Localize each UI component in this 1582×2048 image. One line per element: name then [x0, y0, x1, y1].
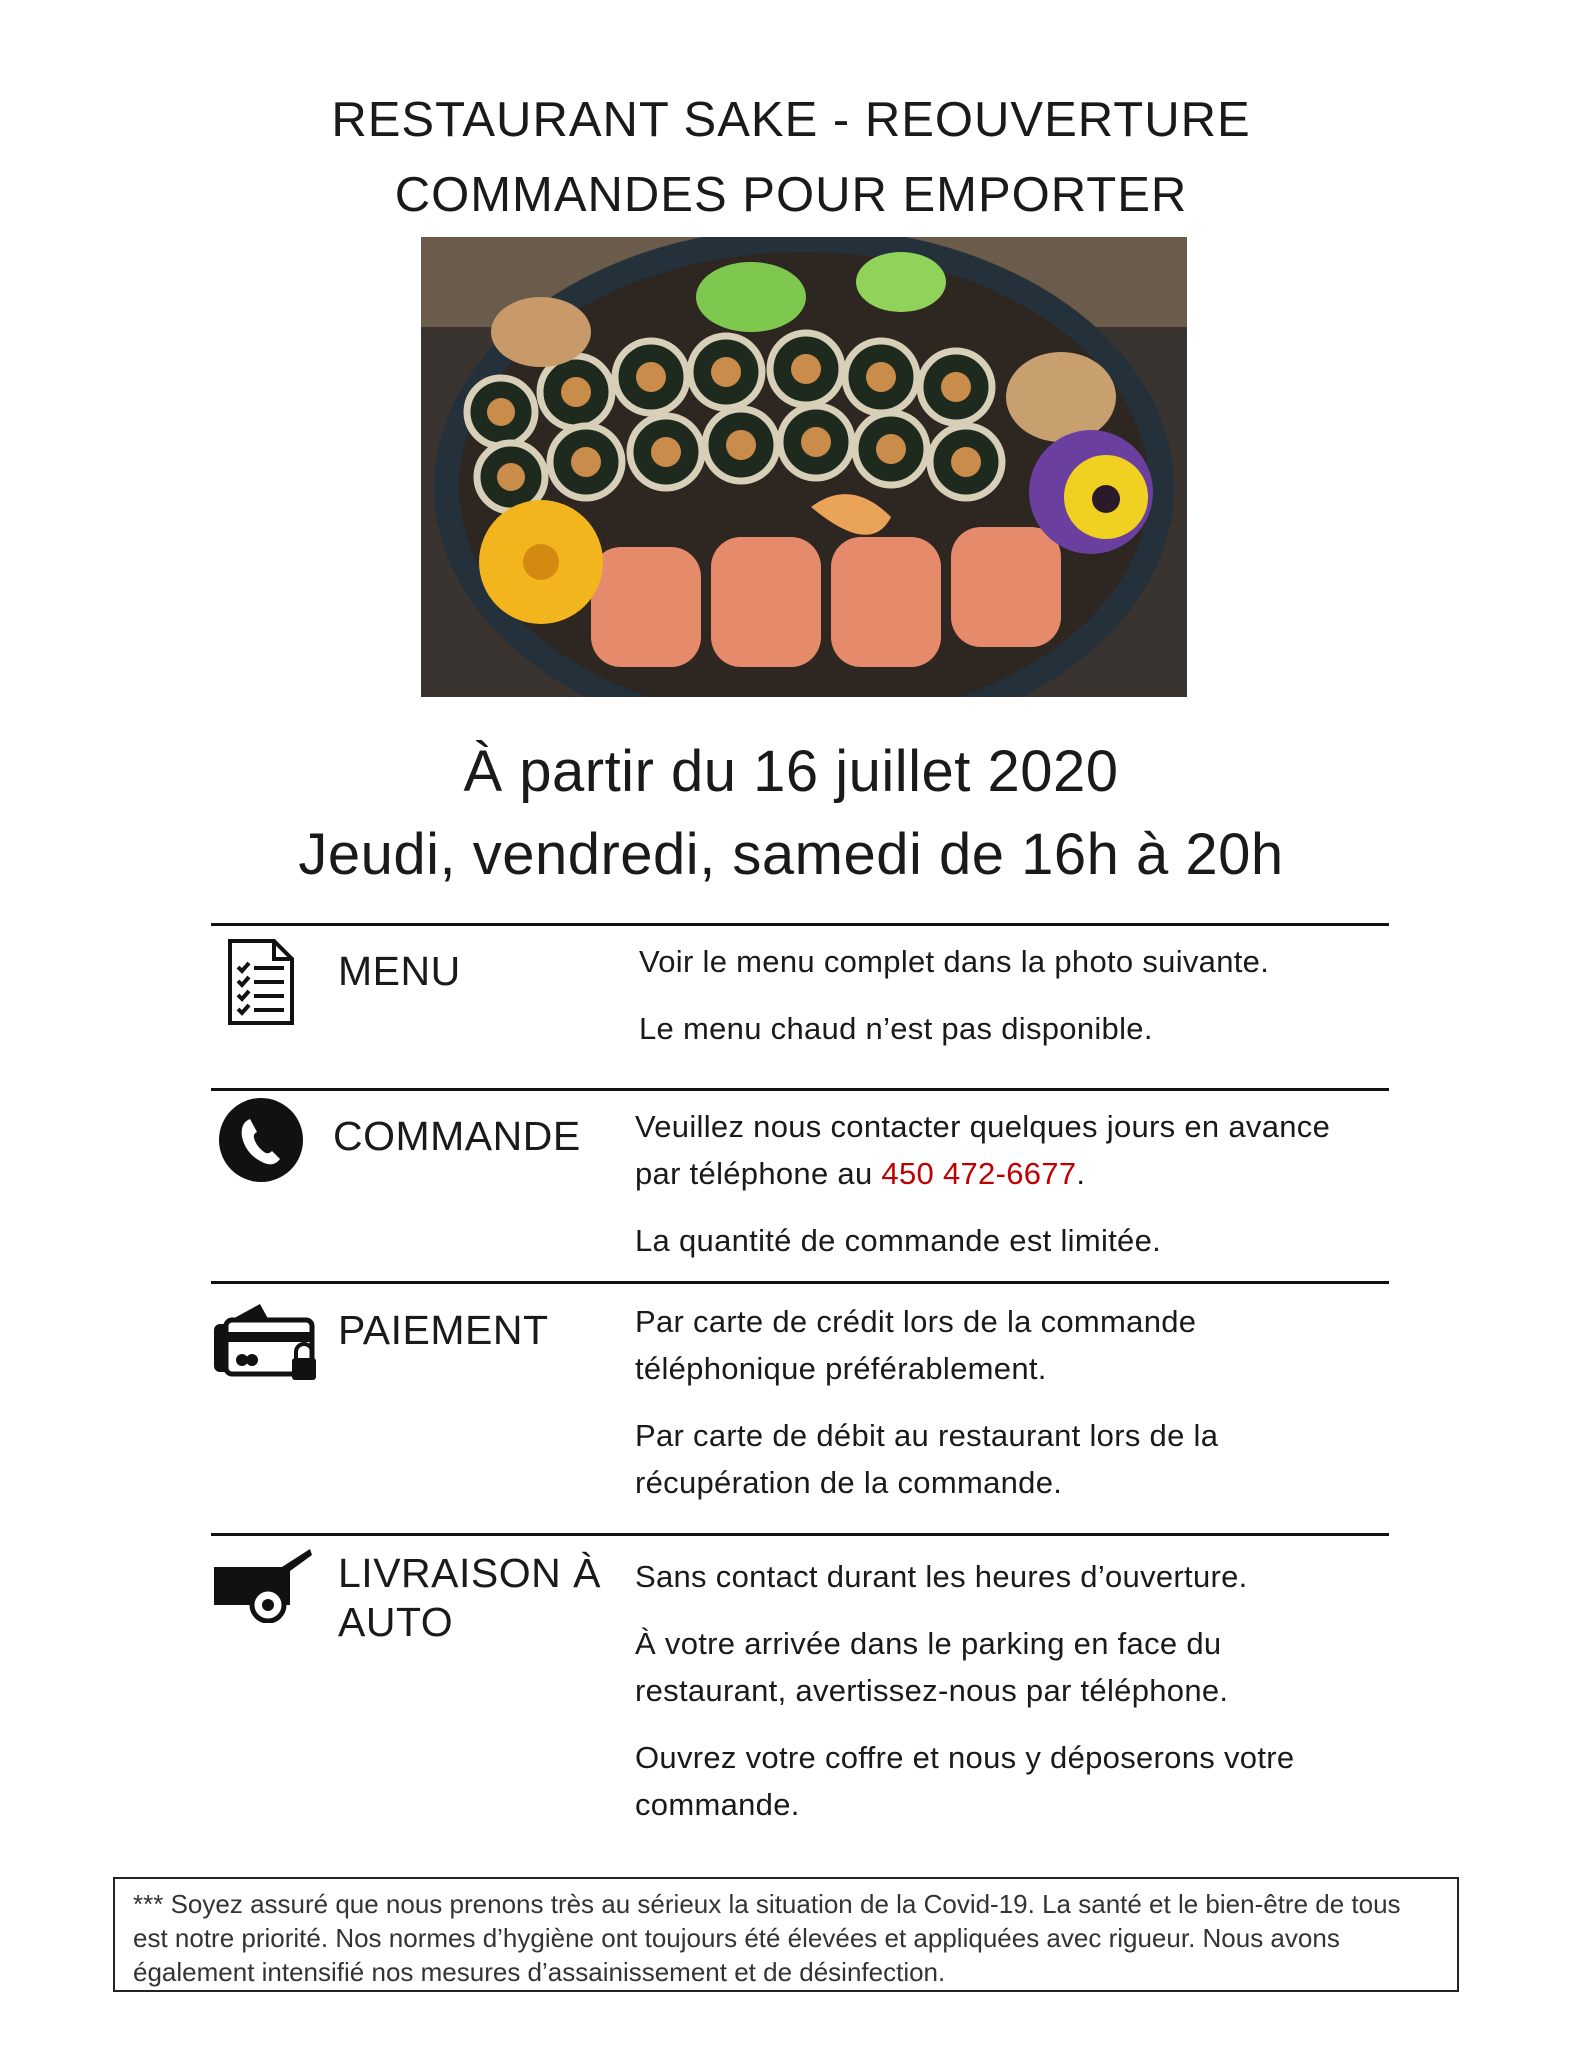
livraison-label-line1: LIVRAISON À	[338, 1550, 601, 1596]
livraison-text-1: Sans contact durant les heures d’ouverture.	[635, 1559, 1248, 1594]
section-label-commande: COMMANDE	[333, 1113, 581, 1159]
divider	[211, 1088, 1389, 1091]
page-title-line1: RESTAURANT SAKE - REOUVERTURE	[331, 93, 1251, 147]
livraison-label-line2: AUTO	[338, 1599, 454, 1646]
menu-text-1: Voir le menu complet dans la photo suivante.	[639, 944, 1270, 979]
section-text-livraison	[635, 1553, 1355, 1848]
commande-text-1-end: .	[1076, 1156, 1086, 1191]
page-title-line2: COMMANDES POUR EMPORTER	[394, 168, 1188, 222]
livraison-text-3: Ouvrez votre coffre et nous y déposerons votre commande.	[635, 1740, 1295, 1822]
section-label-livraison	[338, 1549, 601, 1647]
section-label-paiement: PAIEMENT	[338, 1307, 549, 1353]
car-trunk-icon	[212, 1547, 312, 1623]
commande-text-2: La quantité de commande est limitée.	[635, 1223, 1162, 1258]
section-text-menu	[639, 938, 1359, 1072]
phone-icon	[218, 1097, 304, 1183]
opening-hours: Jeudi, vendredi, samedi de 16h à 20h	[298, 822, 1284, 887]
start-date: À partir du 16 juillet 2020	[463, 739, 1119, 804]
section-text-paiement	[635, 1298, 1285, 1526]
checklist-icon	[226, 937, 296, 1027]
phone-number[interactable]: 450 472-6677	[881, 1156, 1077, 1191]
sushi-platter-photo	[421, 237, 1187, 697]
section-label-menu: MENU	[338, 948, 461, 994]
livraison-text-2: À votre arrivée dans le parking en face du restaurant, avertissez-nous par téléphone.	[635, 1626, 1229, 1708]
paiement-text-1: Par carte de crédit lors de la commande téléphonique préférablement.	[635, 1304, 1197, 1386]
divider	[211, 923, 1389, 926]
divider	[211, 1533, 1389, 1536]
credit-card-lock-icon	[210, 1298, 320, 1382]
section-text-commande	[635, 1103, 1375, 1284]
commande-text-1	[635, 1103, 1375, 1197]
menu-text-2: Le menu chaud n’est pas disponible.	[639, 1011, 1153, 1046]
commande-text-1-main: Veuillez nous contacter quelques jours en avance par téléphone au	[635, 1109, 1331, 1191]
covid-notice	[113, 1877, 1459, 1992]
paiement-text-2: Par carte de débit au restaurant lors de la récupération de la commande.	[635, 1418, 1219, 1500]
covid-notice-text: *** Soyez assuré que nous prenons très au sérieux la situation de la Covid-19. La santé et le bien-être de tous est notre priorité. Nos normes d’hygiène ont toujours été élevées et appliquées avec rigueur. Nous avons également intensifié nos mesures d’assainissement et de désinfection.	[133, 1889, 1401, 1987]
